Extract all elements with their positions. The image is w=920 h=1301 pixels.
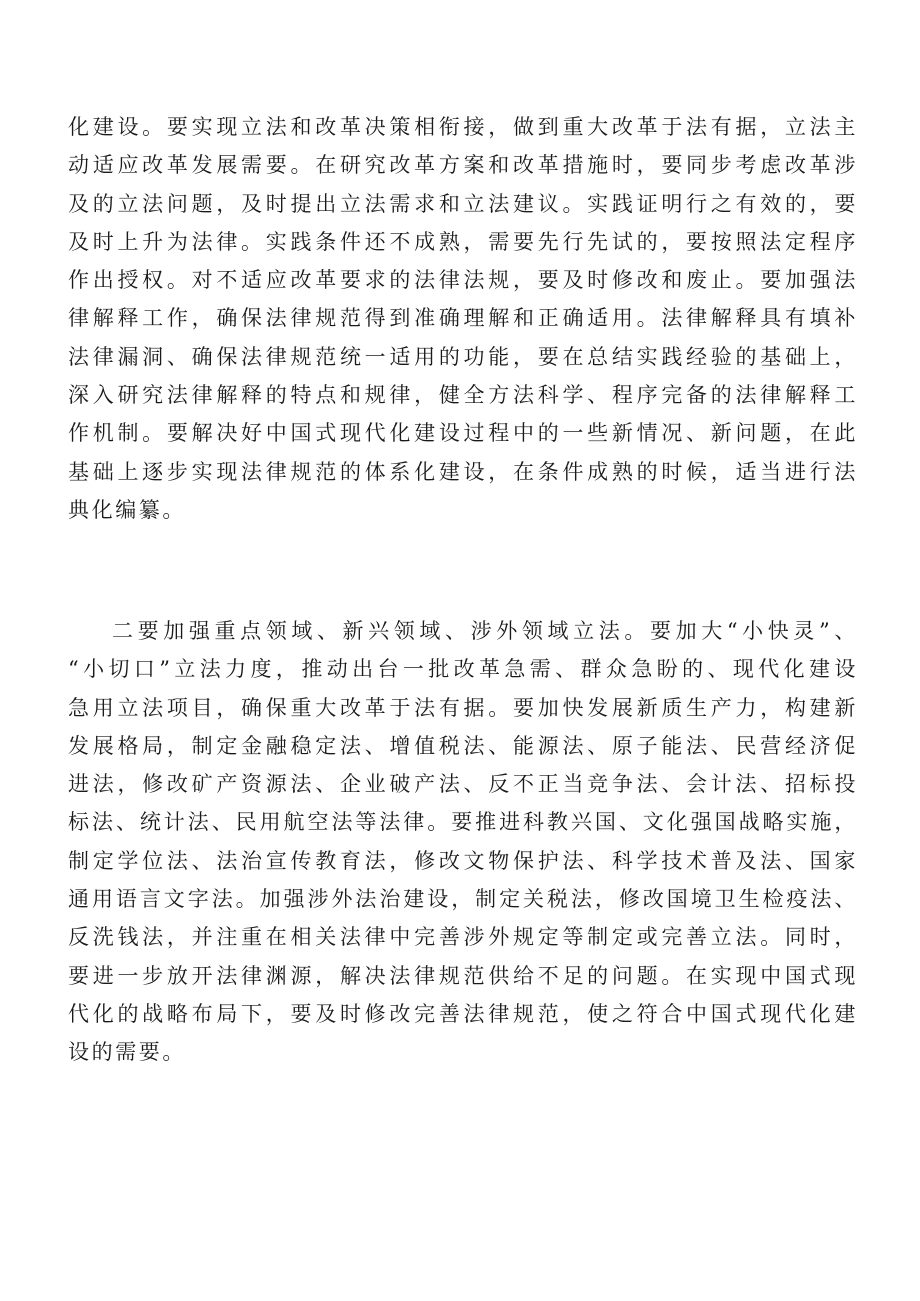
text-line: 深入研究法律解释的特点和规律，健全方法科学、程序完备的法律解释工 xyxy=(68,383,858,408)
text-line: 要进一步放开法律渊源，解决法律规范供给不足的问题。在实现中国式现 xyxy=(68,963,858,988)
text-line: 发展格局，制定金融稳定法、增值税法、能源法、原子能法、民营经济促 xyxy=(68,733,858,758)
text-line: 进法，修改矿产资源法、企业破产法、反不正当竞争法、会计法、招标投 xyxy=(68,772,858,797)
text-line: 急用立法项目，确保重大改革于法有据。要加快发展新质生产力，构建新 xyxy=(68,695,858,720)
text-line: 律解释工作，确保法律规范得到准确理解和正确适用。法律解释具有填补 xyxy=(68,306,858,331)
text-line: 作机制。要解决好中国式现代化建设过程中的一些新情况、新问题，在此 xyxy=(68,421,858,446)
text-line: 反洗钱法，并注重在相关法律中完善涉外规定等制定或完善立法。同时， xyxy=(68,925,858,950)
text-line: 法律漏洞、确保法律规范统一适用的功能，要在总结实践经验的基础上， xyxy=(68,344,858,369)
paragraph-2 xyxy=(68,612,858,1072)
text-line: 及时上升为法律。实践条件还不成熟，需要先行先试的，要按照法定程序 xyxy=(68,229,858,254)
text-line: 及的立法问题，及时提出立法需求和立法建议。实践证明行之有效的，要 xyxy=(68,191,858,216)
text-line: 化建设。要实现立法和改革决策相衔接，做到重大改革于法有据，立法主 xyxy=(68,115,858,139)
text-line: 设的需要。 xyxy=(68,1040,186,1065)
text-line: 通用语言文字法。加强涉外法治建设，制定关税法，修改国境卫生检疫法、 xyxy=(68,887,858,912)
text-line: 制定学位法、法治宣传教育法，修改文物保护法、科学技术普及法、国家 xyxy=(68,848,858,873)
text-line: 标法、统计法、民用航空法等法律。要推进科教兴国、文化强国战略实施， xyxy=(68,810,858,835)
text-line: 动适应改革发展需要。在研究改革方案和改革措施时，要同步考虑改革涉 xyxy=(68,153,858,178)
paragraph-1 xyxy=(68,108,858,529)
text-line: “小切口”立法力度，推动出台一批改革急需、群众急盼的、现代化建设 xyxy=(68,657,858,682)
text-line: 作出授权。对不适应改革要求的法律法规，要及时修改和废止。要加强法 xyxy=(68,268,858,293)
text-line: 二要加强重点领域、新兴领域、涉外领域立法。要加大“小快灵”、 xyxy=(112,619,858,643)
text-line: 典化编纂。 xyxy=(68,497,186,522)
text-line: 代化的战略布局下，要及时修改完善法律规范，使之符合中国式现代化建 xyxy=(68,1001,858,1026)
text-line: 基础上逐步实现法律规范的体系化建设，在条件成熟的时候，适当进行法 xyxy=(68,459,858,484)
